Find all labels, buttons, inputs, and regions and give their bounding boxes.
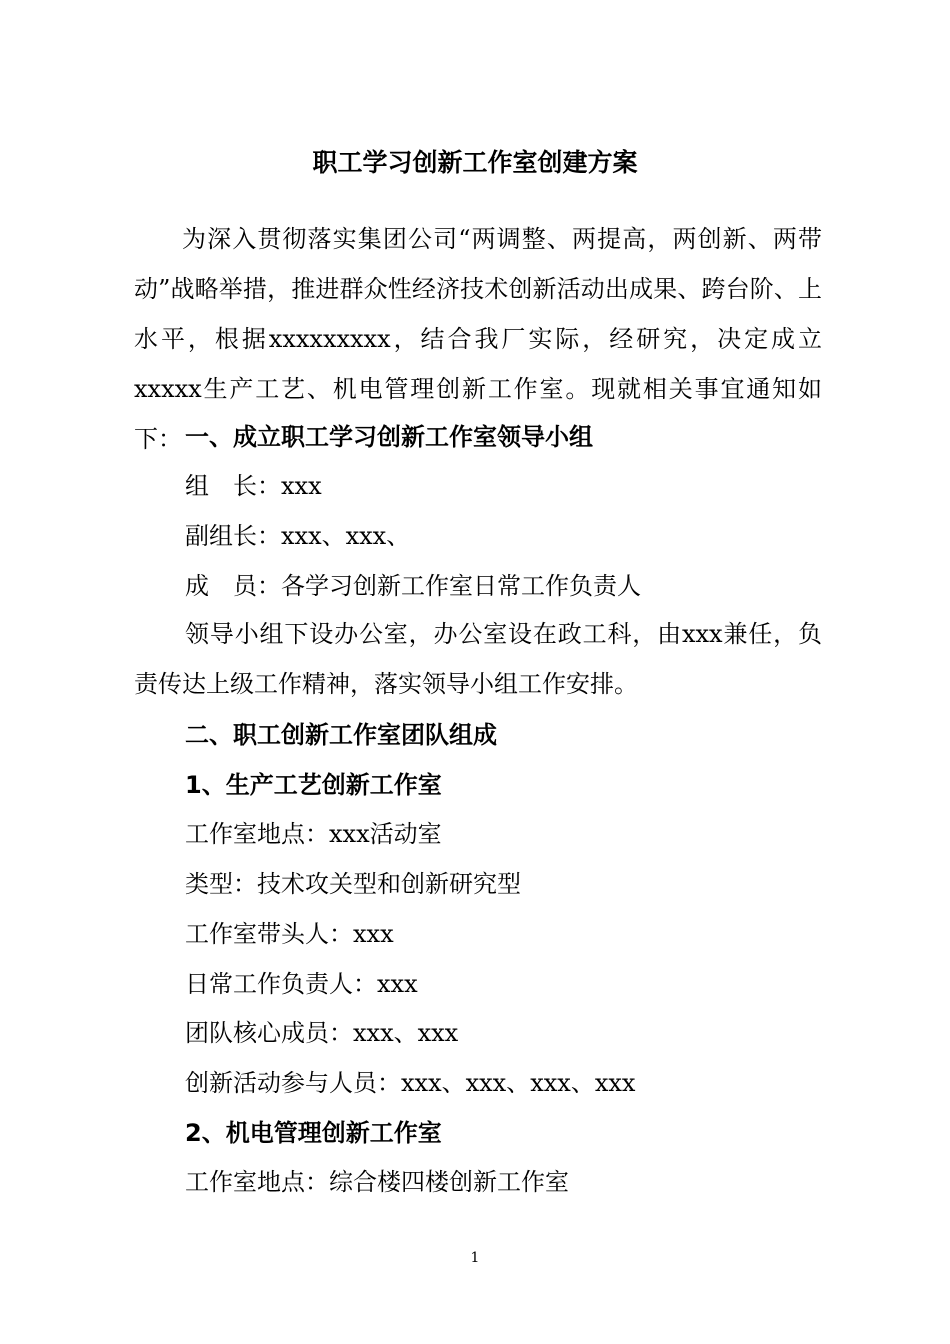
studio1-type: 类型：技术攻关型和创新研究型 [185,870,521,898]
studio1-participants: 创新活动参与人员：xxx、xxx、xxx、xxx [185,1069,636,1097]
studio1-heading: 1、生产工艺创新工作室 [185,771,442,799]
studio1-core: 团队核心成员：xxx、xxx [185,1019,459,1047]
leader-line: 组 长：xxx [185,472,322,500]
intro-text: 为深入贯彻落实集团公司“两调整、两提高，两创新、两带动”战略举措，推进群众性经济技术创新活动出成果、跨台阶、上水平，根据xxxxxxxxx，结合我厂实际，经研究，决定成立xxxxx生产工艺、机电管理创新工作室。现就相关事宜通知如下： [134,225,822,453]
office-note-paragraph: 领导小组下设办公室，办公室设在政工科，由xxx兼任，负责传达上级工作精神，落实领导小组工作安排。 [134,620,822,698]
deputy-line: 副组长：xxx、xxx、 [185,522,411,550]
studio1-location: 工作室地点：xxx活动室 [185,820,442,848]
studio1-lead: 工作室带头人：xxx [185,920,394,948]
studio1-daily: 日常工作负责人：xxx [185,970,418,998]
studio2-heading: 2、机电管理创新工作室 [185,1119,442,1147]
section2-heading: 二、职工创新工作室团队组成 [185,721,497,749]
studio2-location: 工作室地点：综合楼四楼创新工作室 [185,1168,569,1196]
page-number: 1 [470,1250,480,1266]
document-title: 职工学习创新工作室创建方案 [312,148,638,177]
members-line: 成 员：各学习创新工作室日常工作负责人 [185,572,641,600]
section1-heading: 一、成立职工学习创新工作室领导小组 [185,423,593,451]
